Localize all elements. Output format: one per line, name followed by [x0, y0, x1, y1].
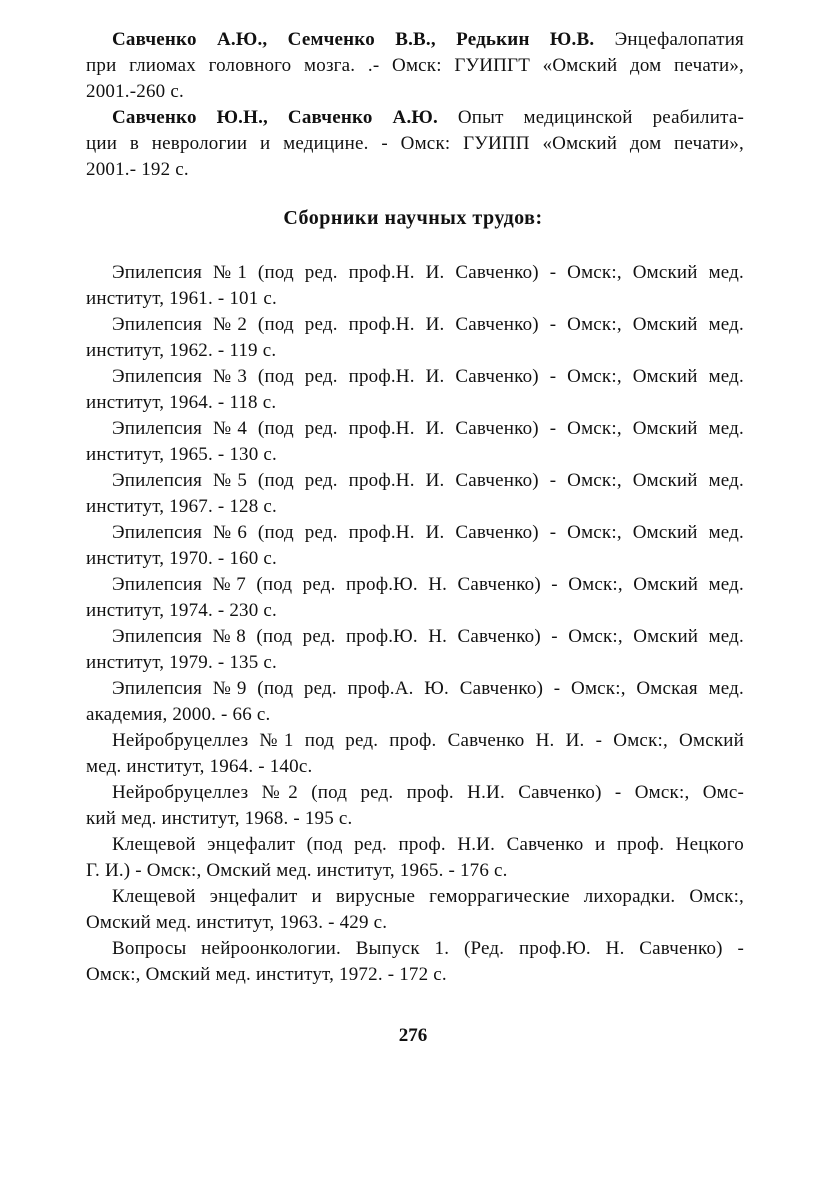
page-number: 276	[398, 1025, 428, 1046]
entry-5-line-2: институт, 1967. - 128 с.	[86, 496, 277, 517]
entry-11-line-2: кий мед. институт, 1968. - 195 с.	[86, 808, 353, 829]
entry-10-line-1: Нейробруцеллез №1 под ред. проф. Савченко Н. И. - Омск:, Омский	[112, 730, 744, 751]
reference-2-line-3: 2001.- 192 с.	[86, 159, 189, 180]
entry-9-line-1: Эпилепсия №9 (под ред. проф.А. Ю. Савченко) - Омск:, Омская мед.	[112, 678, 744, 699]
entry-2-line-2: институт, 1962. - 119 с.	[86, 340, 277, 361]
entry-4-line-2: институт, 1965. - 130 с.	[86, 444, 277, 465]
entry-8-line-1: Эпилепсия №8 (под ред. проф.Ю. Н. Савченко) - Омск:, Омский мед.	[112, 626, 744, 647]
entry-7-line-1: Эпилепсия №7 (под ред. проф.Ю. Н. Савченко) - Омск:, Омский мед.	[112, 574, 744, 595]
entry-4-line-1: Эпилепсия №4 (под ред. проф.Н. И. Савченко) - Омск:, Омский мед.	[112, 418, 744, 439]
entry-6-line-2: институт, 1970. - 160 с.	[86, 548, 277, 569]
entry-3-line-2: институт, 1964. - 118 с.	[86, 392, 277, 413]
entry-3-line-1: Эпилепсия №3 (под ред. проф.Н. И. Савченко) - Омск:, Омский мед.	[112, 366, 744, 387]
entry-14-line-1: Вопросы нейроонкологии. Выпуск 1. (Ред. проф.Ю. Н. Савченко) -	[112, 938, 744, 959]
reference-1-authors: Савченко А.Ю., Семченко В.В., Редькин Ю.В.	[112, 29, 595, 50]
entry-9-line-2: академия, 2000. - 66 с.	[86, 704, 271, 725]
entry-2-line-1: Эпилепсия №2 (под ред. проф.Н. И. Савченко) - Омск:, Омский мед.	[112, 314, 744, 335]
section-heading: Сборники научных трудов:	[283, 207, 543, 229]
entry-8-line-2: институт, 1979. - 135 с.	[86, 652, 277, 673]
reference-1-line-3: 2001.-260 с.	[86, 81, 184, 102]
reference-2-line-1	[112, 105, 744, 131]
entry-1-line-1: Эпилепсия №1 (под ред. проф.Н. И. Савченко) - Омск:, Омский мед.	[112, 262, 744, 283]
reference-1-line-2: при глиомах головного мозга. .- Омск: ГУИПГТ «Омский дом печати»,	[86, 55, 744, 76]
reference-2-line-2: ции в неврологии и медицине. - Омск: ГУИПП «Омский дом печати»,	[86, 133, 744, 154]
entry-12-line-2: Г. И.) - Омск:, Омский мед. институт, 1965. - 176 с.	[86, 860, 508, 881]
entry-5-line-1: Эпилепсия №5 (под ред. проф.Н. И. Савченко) - Омск:, Омский мед.	[112, 470, 744, 491]
entry-10-line-2: мед. институт, 1964. - 140с.	[86, 756, 313, 777]
reference-1-line-1	[112, 27, 744, 53]
entry-1-line-2: институт, 1961. - 101 с.	[86, 288, 277, 309]
reference-1-title-start: Энцефалопатия	[594, 29, 745, 50]
entry-11-line-1: Нейробруцеллез №2 (под ред. проф. Н.И. Савченко) - Омск:, Омс-	[112, 782, 744, 803]
entry-6-line-1: Эпилепсия №6 (под ред. проф.Н. И. Савченко) - Омск:, Омский мед.	[112, 522, 744, 543]
entry-12-line-1: Клещевой энцефалит (под ред. проф. Н.И. Савченко и проф. Нецкого	[112, 834, 744, 855]
entry-13-line-2: Омский мед. институт, 1963. - 429 с.	[86, 912, 388, 933]
entry-7-line-2: институт, 1974. - 230 с.	[86, 600, 277, 621]
entry-13-line-1: Клещевой энцефалит и вирусные геморрагические лихорадки. Омск:,	[112, 886, 744, 907]
reference-2-authors: Савченко Ю.Н., Савченко А.Ю.	[112, 107, 438, 128]
reference-2-title-start: Опыт медицинской реабилита-	[437, 107, 744, 128]
entry-14-line-2: Омск:, Омский мед. институт, 1972. - 172 с.	[86, 964, 447, 985]
